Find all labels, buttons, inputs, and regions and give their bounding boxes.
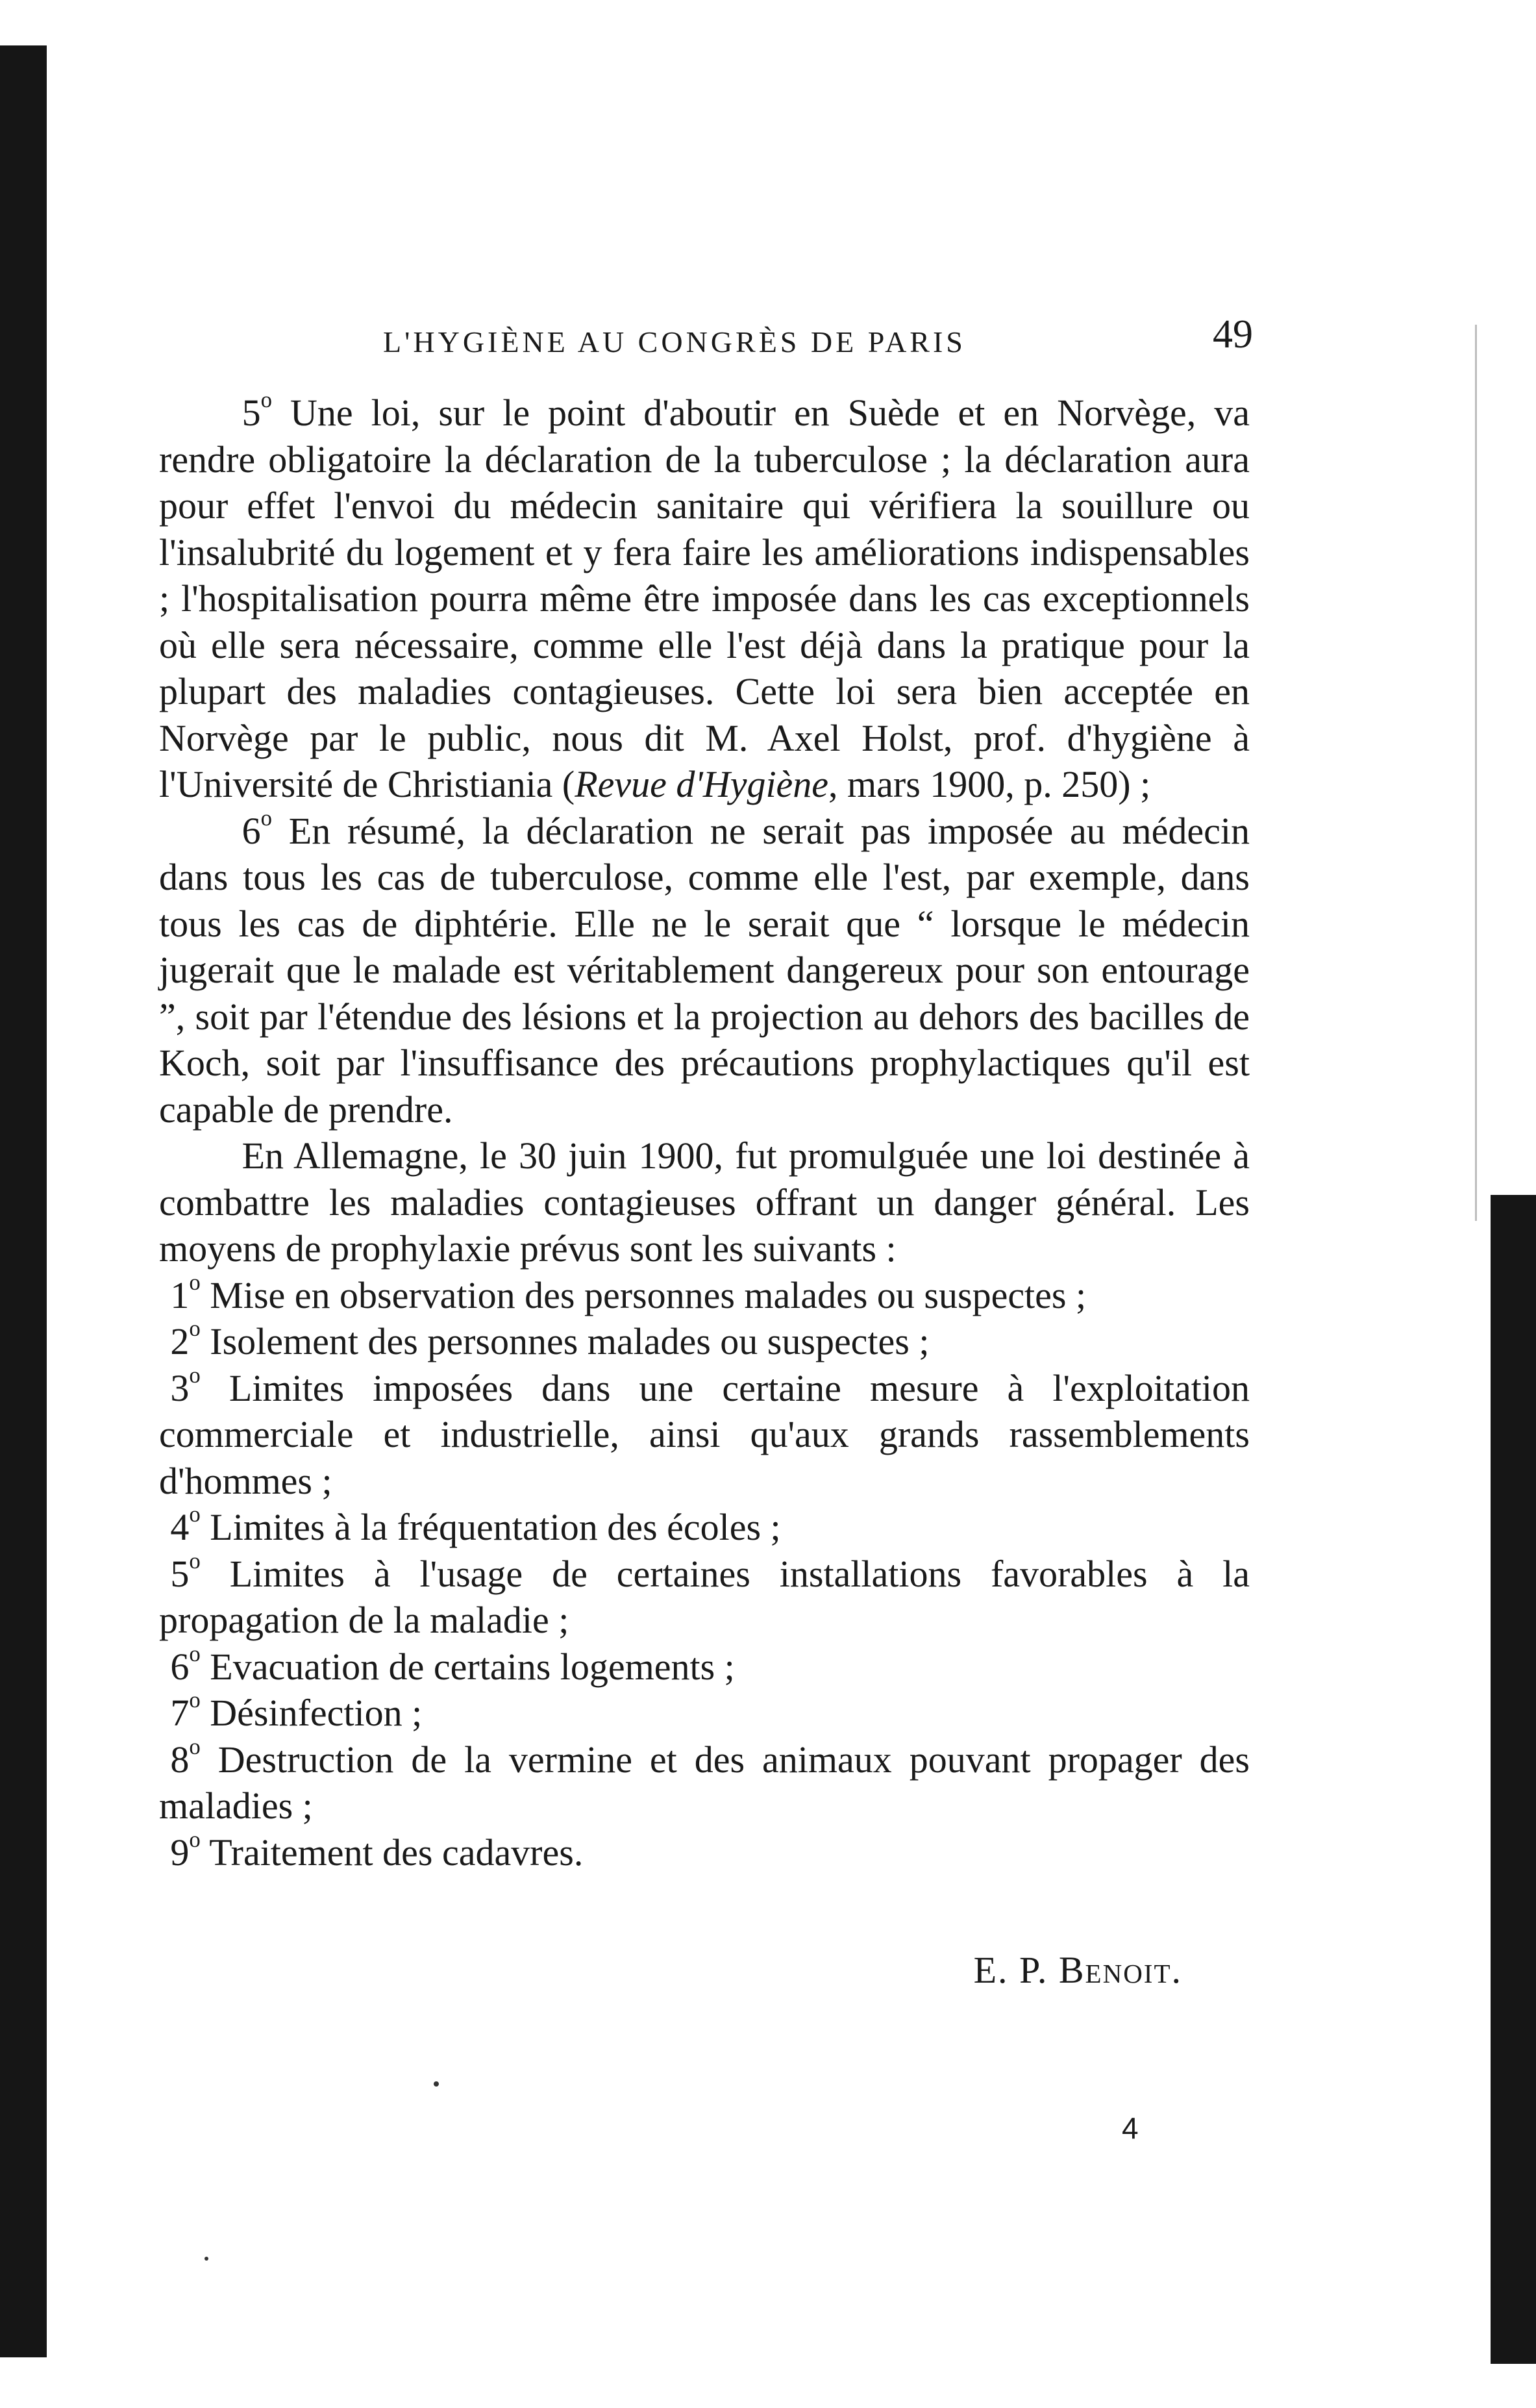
ink-speck: [204, 2257, 208, 2261]
page-number: 49: [1213, 312, 1253, 357]
list-item: 1$^o$ Mise en observation des personnes malades ou suspectes ;: [170, 1269, 1087, 1316]
paragraph-6: 6$^o$ En résumé, la déclaration ne serait pas imposée au médecin dans tous les cas de tuberculose, comme elle l'est, par exemple, dans tous les cas de diphtérie. Elle ne le serait que “ lorsque le médecin jugerait que le malade est véritablement dangereux pour son entourage ”, soit par l'étendue des lésions et la projection au dehors des bacilles de Koch, soit par l'insuffisance des précautions prophylactiques qu'il est capable de prendre.: [159, 805, 1250, 1131]
body-text: [159, 387, 1250, 1875]
scan-edge-left: [0, 45, 47, 2357]
author-signature: E. P. Benoit.: [973, 1949, 1182, 1991]
running-title: L'HYGIÈNE AU CONGRÈS DE PARIS: [383, 325, 966, 358]
list-item: 4$^o$ Limites à la fréquentation des écoles ;: [170, 1501, 781, 1548]
list-item: 2$^o$ Isolement des personnes malades ou suspectes ;: [170, 1316, 930, 1362]
list-item: 5$^o$ Limites à l'usage de certaines installations favorables à la propagation de la maladie ;: [159, 1548, 1250, 1641]
list-item: 9$^o$ Traitement des cadavres.: [170, 1826, 584, 1874]
list-item: 7$^o$ Désinfection ;: [170, 1687, 423, 1734]
signature-mark: 4: [1122, 2111, 1139, 2145]
page-header: [156, 312, 1253, 383]
list-item: 3$^o$ Limites imposées dans une certaine mesure à l'exploitation commerciale et industrielle, ainsi qu'aux grands rassemblements d'hommes ;: [159, 1362, 1250, 1502]
paragraph-5: 5$^o$ Une loi, sur le point d'aboutir en Suède et en Norvège, va rendre obligatoire la déclaration de la tuberculose ; la déclaration aura pour effet l'envoi du médecin sanitaire qui vérifiera la souillure ou l'insalubrité du logement et y fera faire les améliorations indispensables ; l'hospitalisation pourra même être imposée dans les cas exceptionnels où elle sera nécessaire, comme elle l'est déjà dans la pratique pour la plupart des maladies contagieuses. Cette loi sera bien acceptée en Norvège par le public, nous dit M. Axel Holst, prof. d'hygiène à l'Université de Christiania (Revue d'Hygiène, mars 1900, p. 250) ;: [159, 387, 1250, 805]
ink-speck: [434, 2081, 439, 2087]
scan-edge-line: [1475, 325, 1477, 1221]
paragraph-allemagne: En Allemagne, le 30 juin 1900, fut promulguée une loi destinée à combattre les maladies contagieuses offrant un danger général. Les moyens de prophylaxie prévus sont les suivants :: [159, 1135, 1250, 1270]
scan-edge-right: [1491, 1195, 1536, 2364]
list-item: 8$^o$ Destruction de la vermine et des animaux pouvant propager des maladies ;: [159, 1733, 1250, 1827]
list-item: 6$^o$ Evacuation de certains logements ;: [170, 1640, 735, 1688]
